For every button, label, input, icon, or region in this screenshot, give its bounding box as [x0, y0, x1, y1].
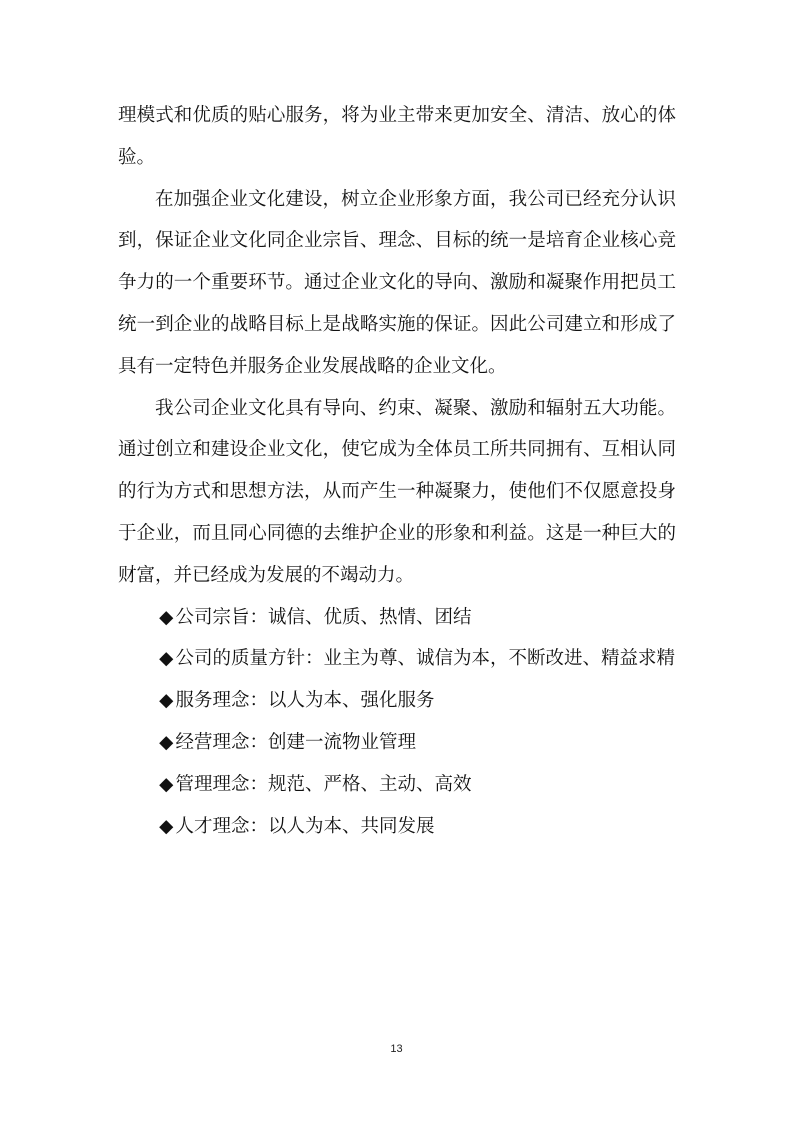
diamond-bullet-icon: ◆	[159, 815, 174, 837]
paragraph-corporate-image	[118, 179, 676, 388]
text-line: 统一到企业的战略目标上是战略实施的保证。因此公司建立和形成了	[118, 313, 676, 335]
diamond-bullet-icon: ◆	[159, 690, 174, 712]
list-item	[118, 806, 676, 848]
text-line: 验。	[118, 146, 156, 168]
list-item	[118, 638, 676, 680]
text-line: 我公司企业文化具有导向、约束、凝聚、激励和辐射五大功能。	[155, 397, 676, 419]
list-item-text: 人才理念：以人为本、共同发展	[175, 815, 435, 837]
paragraph-continuation	[118, 95, 676, 179]
diamond-bullet-icon: ◆	[159, 648, 174, 670]
list-item	[118, 764, 676, 806]
principles-list	[118, 597, 676, 848]
page-body	[118, 95, 676, 847]
diamond-bullet-icon: ◆	[159, 773, 174, 795]
text-line: 争力的一个重要环节。通过企业文化的导向、激励和凝聚作用把员工	[118, 272, 676, 294]
text-line: 的行为方式和思想方法，从而产生一种凝聚力，使他们不仅愿意投身	[118, 481, 676, 503]
text-line: 于企业，而且同心同德的去维护企业的形象和利益。这是一种巨大的	[118, 522, 676, 544]
paragraph-culture-functions	[118, 388, 676, 597]
text-line: 具有一定特色并服务企业发展战略的企业文化。	[118, 355, 507, 377]
list-item	[118, 597, 676, 639]
diamond-bullet-icon: ◆	[159, 606, 174, 628]
list-item-text: 经营理念：创建一流物业管理	[175, 731, 417, 753]
list-item	[118, 680, 676, 722]
text-line: 通过创立和建设企业文化，使它成为全体员工所共同拥有、互相认同	[118, 439, 676, 461]
text-line: 理模式和优质的贴心服务，将为业主带来更加安全、清洁、放心的体	[118, 105, 676, 126]
list-item	[118, 722, 676, 764]
text-line: 在加强企业文化建设，树立企业形象方面，我公司已经充分认识	[155, 188, 676, 210]
list-item-text: 服务理念：以人为本、强化服务	[175, 690, 435, 712]
text-line: 财富，并已经成为发展的不竭动力。	[118, 564, 415, 586]
diamond-bullet-icon: ◆	[159, 731, 174, 753]
list-item-text: 公司的质量方针：业主为尊、诚信为本，不断改进、精益求精	[175, 648, 676, 670]
list-item-text: 管理理念：规范、严格、主动、高效	[175, 773, 472, 795]
list-item-text: 公司宗旨：诚信、优质、热情、团结	[175, 606, 472, 628]
page-number: 13	[390, 1043, 403, 1055]
text-line: 到，保证企业文化同企业宗旨、理念、目标的统一是培育企业核心竞	[118, 230, 676, 252]
